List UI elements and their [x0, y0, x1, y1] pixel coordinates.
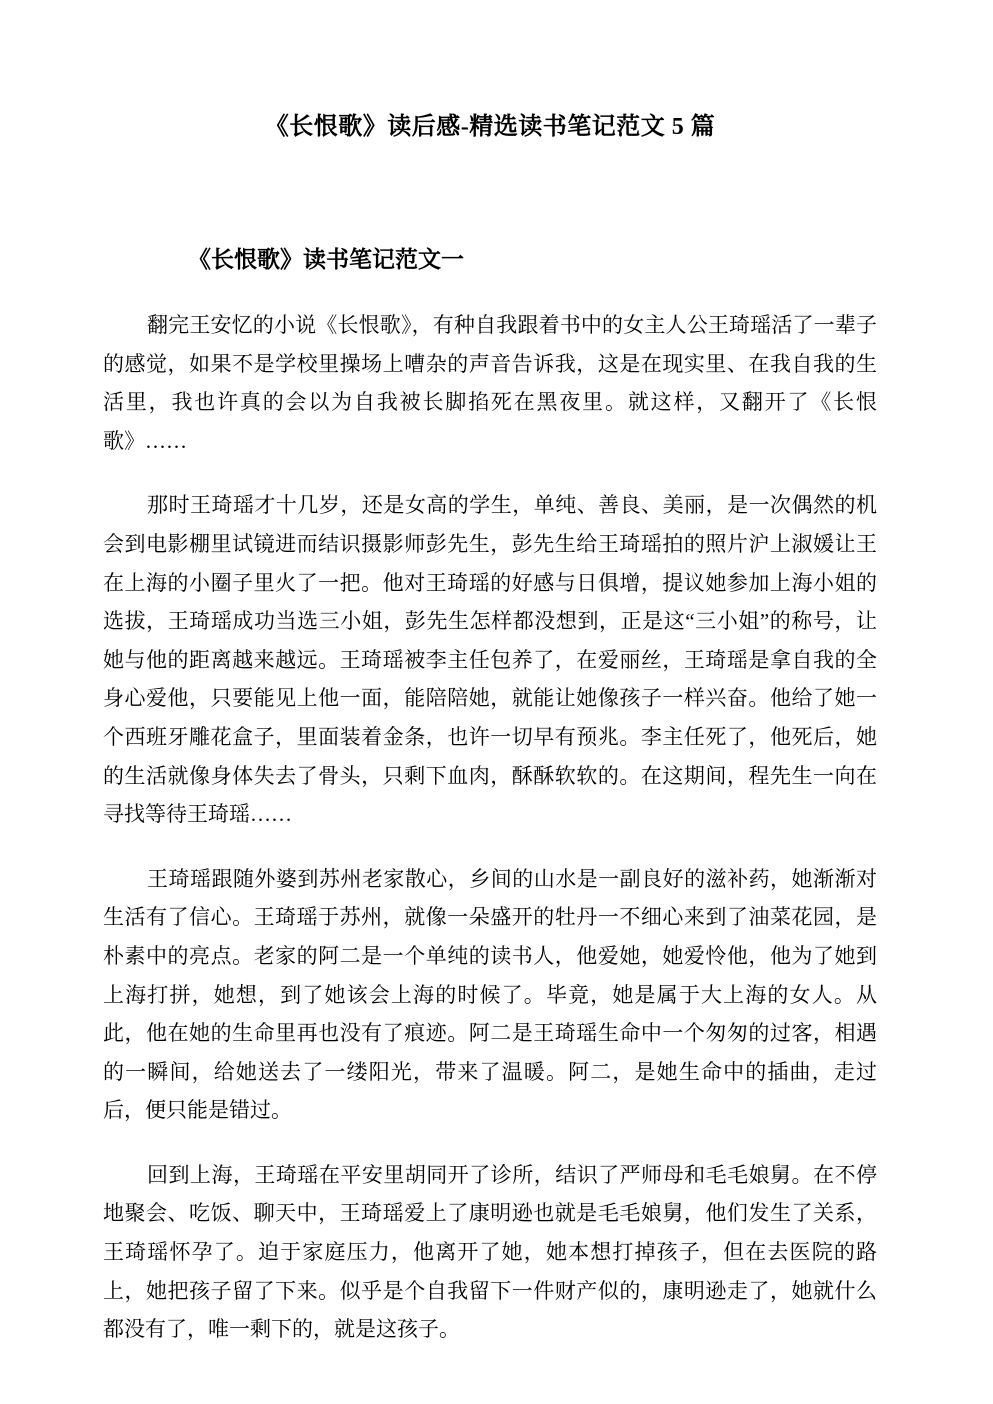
document-title: 《长恨歌》读后感-精选读书笔记范文 5 篇 [264, 114, 716, 140]
paragraph-1: 翻完王安忆的小说《长恨歌》，有种自我跟着书中的女主人公王琦瑶活了一辈子的感觉，如果不是学校里操场上嘈杂的声音告诉我，这是在现实里、在我自我的生活里，我也许真的会以为自我被长脚掐死在黑夜里。就这样，又翻开了《长恨歌》…… [103, 313, 877, 453]
paragraph-3: 王琦瑶跟随外婆到苏州老家散心，乡间的山水是一副良好的滋补药，她渐渐对生活有了信心。王琦瑶于苏州，就像一朵盛开的牡丹一不细心来到了油菜花园，是朴素中的亮点。老家的阿二是一个单纯的读书人，他爱她，她爱怜他，他为了她到上海打拼，她想，到了她该会上海的时候了。毕竟，她是属于大上海的女人。从此，他在她的生命里再也没有了痕迹。阿二是王琦瑶生命中一个匆匆的过客，相遇的一瞬间，给她送去了一缕阳光，带来了温暖。阿二，是她生命中的插曲，走过后，便只能是错过。 [103, 866, 877, 1123]
section-heading: 《长恨歌》读书笔记范文一 [188, 247, 464, 272]
paragraph-2: 那时王琦瑶才十几岁，还是女高的学生，单纯、善良、美丽，是一次偶然的机会到电影棚里试镜进而结识摄影师彭先生，彭先生给王琦瑶拍的照片沪上淑媛让王在上海的小圈子里火了一把。他对王琦瑶的好感与日俱增，提议她参加上海小姐的选拔，王琦瑶成功当选三小姐，彭先生怎样都没想到，正是这“三小姐”的称号，让她与他的距离越来越远。王琦瑶被李主任包养了，在爱丽丝，王琦瑶是拿自我的全身心爱他，只要能见上他一面，能陪陪她，就能让她像孩子一样兴奋。他给了她一个西班牙雕花盒子，里面装着金条，也许一切早有预兆。李主任死了，他死后，她的生活就像身体失去了骨头，只剩下血肉，酥酥软软的。在这期间，程先生一向在寻找等待王琦瑶…… [103, 493, 877, 827]
paragraph-4: 回到上海，王琦瑶在平安里胡同开了诊所，结识了严师母和毛毛娘舅。在不停地聚会、吃饭、聊天中，王琦瑶爱上了康明逊也就是毛毛娘舅，他们发生了关系，王琦瑶怀孕了。迫于家庭压力，他离开了她，她本想打掉孩子，但在去医院的路上，她把孩子留了下来。似乎是个自我留下一件财产似的，康明逊走了，她就什么都没有了，唯一剩下的，就是这孩子。 [103, 1162, 877, 1342]
document-body [103, 306, 877, 1349]
